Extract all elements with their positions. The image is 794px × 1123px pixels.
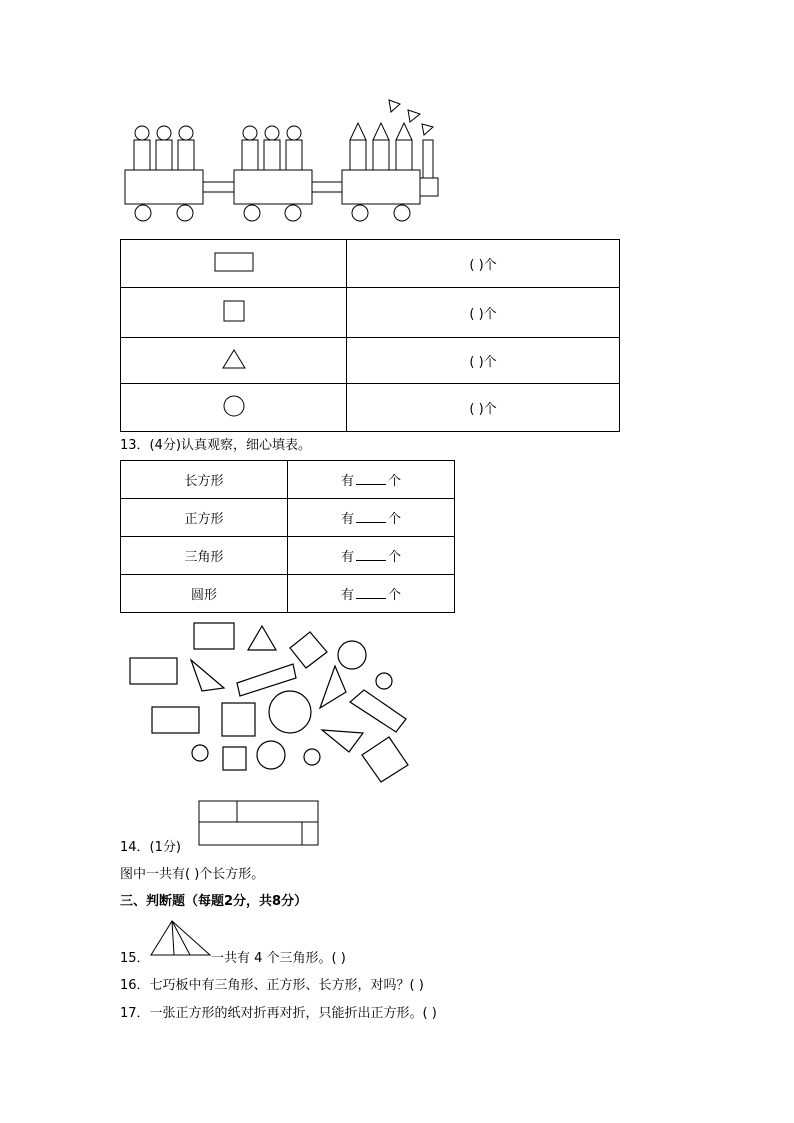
section-title: 三、判断题（每题2分，共8分） (120, 894, 308, 909)
answer-cell[interactable]: ( )个 (347, 288, 620, 338)
count-cell[interactable]: 有 个 (288, 575, 455, 613)
q14-question: 图中一共有( )个长方形。 (120, 867, 265, 882)
shape-name: 三角形 (121, 537, 288, 575)
answer-cell[interactable]: ( )个 (347, 240, 620, 288)
q14-number: 14．(1分) (120, 840, 181, 855)
q15-question: 一共有 4 个三角形。( ) (211, 951, 346, 966)
q13-title: 13．(4分)认真观察，细心填表。 (120, 438, 311, 453)
q15-number: 15． (120, 951, 150, 966)
count-cell[interactable]: 有 个 (288, 537, 455, 575)
count-cell[interactable]: 有 个 (288, 499, 455, 537)
shape-name: 正方形 (121, 499, 288, 537)
answer-cell[interactable]: ( )个 (347, 384, 620, 432)
shape-name: 圆形 (121, 575, 288, 613)
q16-question: 16．七巧板中有三角形、正方形、长方形，对吗？( ) (120, 978, 424, 993)
shape-name: 长方形 (121, 461, 288, 499)
count-cell[interactable]: 有 个 (288, 461, 455, 499)
q17-question: 17．一张正方形的纸对折再对折，只能折出正方形。( ) (120, 1006, 437, 1021)
answer-cell[interactable]: ( )个 (347, 338, 620, 384)
